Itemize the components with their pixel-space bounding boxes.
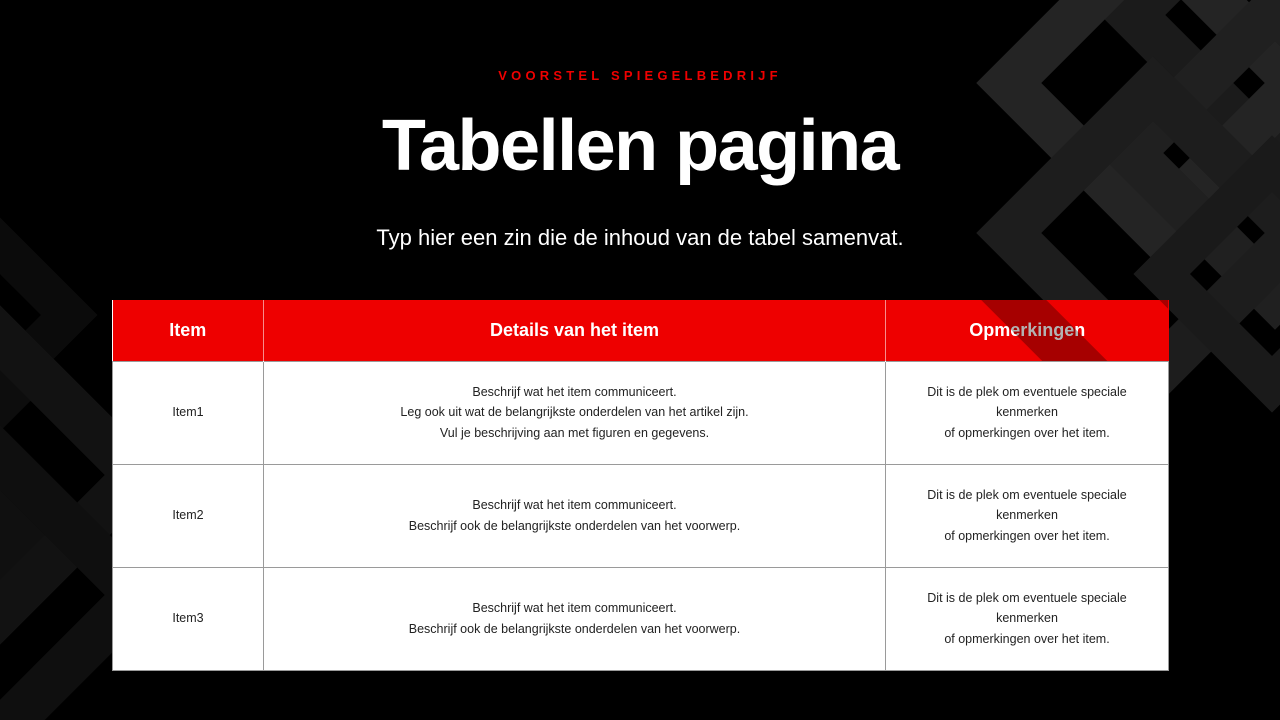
table-body (113, 361, 1169, 670)
page-title: Tabellen pagina (381, 106, 899, 186)
cell-remarks-line: Dit is de plek om eventuele speciale kenmerken (927, 591, 1127, 626)
cell-details-line: Vul je beschrijving aan met figuren en gegevens. (439, 425, 710, 440)
cell-item: Item3 (113, 567, 264, 670)
diamond-shape-icon (0, 259, 31, 542)
cell-remarks-line: of opmerkingen over het item. (944, 631, 1110, 646)
slide-eyebrow: VOORSTEL SPIEGELBEDRIJF (498, 68, 782, 83)
table-row (113, 361, 1169, 464)
cell-details-line: Leg ook uit wat de belangrijkste onderdelen van het artikel zijn. (400, 405, 749, 420)
items-table (112, 300, 1169, 671)
cell-details-line: Beschrijf wat het item communiceert. (472, 498, 677, 513)
table-header (113, 300, 1169, 361)
cell-details-line: Beschrijf wat het item communiceert. (472, 385, 677, 400)
table-header-row (113, 300, 1169, 361)
column-header-remarks: Opmerkingen (886, 300, 1169, 361)
table-row (113, 464, 1169, 567)
diamond-shape-icon (0, 167, 97, 464)
cell-details-line: Beschrijf ook de belangrijkste onderdelen van het voorwerp. (408, 621, 741, 636)
diamond-shape-icon (0, 358, 46, 712)
cell-item: Item1 (113, 361, 264, 464)
table-row (113, 567, 1169, 670)
cell-remarks (886, 464, 1169, 567)
cell-remarks-line: of opmerkingen over het item. (944, 528, 1110, 543)
cell-details (264, 567, 886, 670)
slide-subtitle: Typ hier een zin die de inhoud van de tabel samenvat. (376, 225, 904, 250)
cell-details-line: Beschrijf wat het item communiceert. (472, 601, 677, 616)
cell-remarks-line: Dit is de plek om eventuele speciale kenmerken (927, 385, 1127, 420)
cell-remarks-line: of opmerkingen over het item. (944, 425, 1110, 440)
table-container (112, 300, 1168, 671)
cell-remarks (886, 567, 1169, 670)
column-header-details: Details van het item (264, 300, 886, 361)
cell-details (264, 361, 886, 464)
column-header-item: Item (113, 300, 264, 361)
cell-remarks (886, 361, 1169, 464)
cell-item: Item2 (113, 464, 264, 567)
cell-details (264, 464, 886, 567)
cell-remarks-line: Dit is de plek om eventuele speciale kenmerken (927, 488, 1127, 523)
cell-details-line: Beschrijf ook de belangrijkste onderdelen van het voorwerp. (408, 518, 741, 533)
